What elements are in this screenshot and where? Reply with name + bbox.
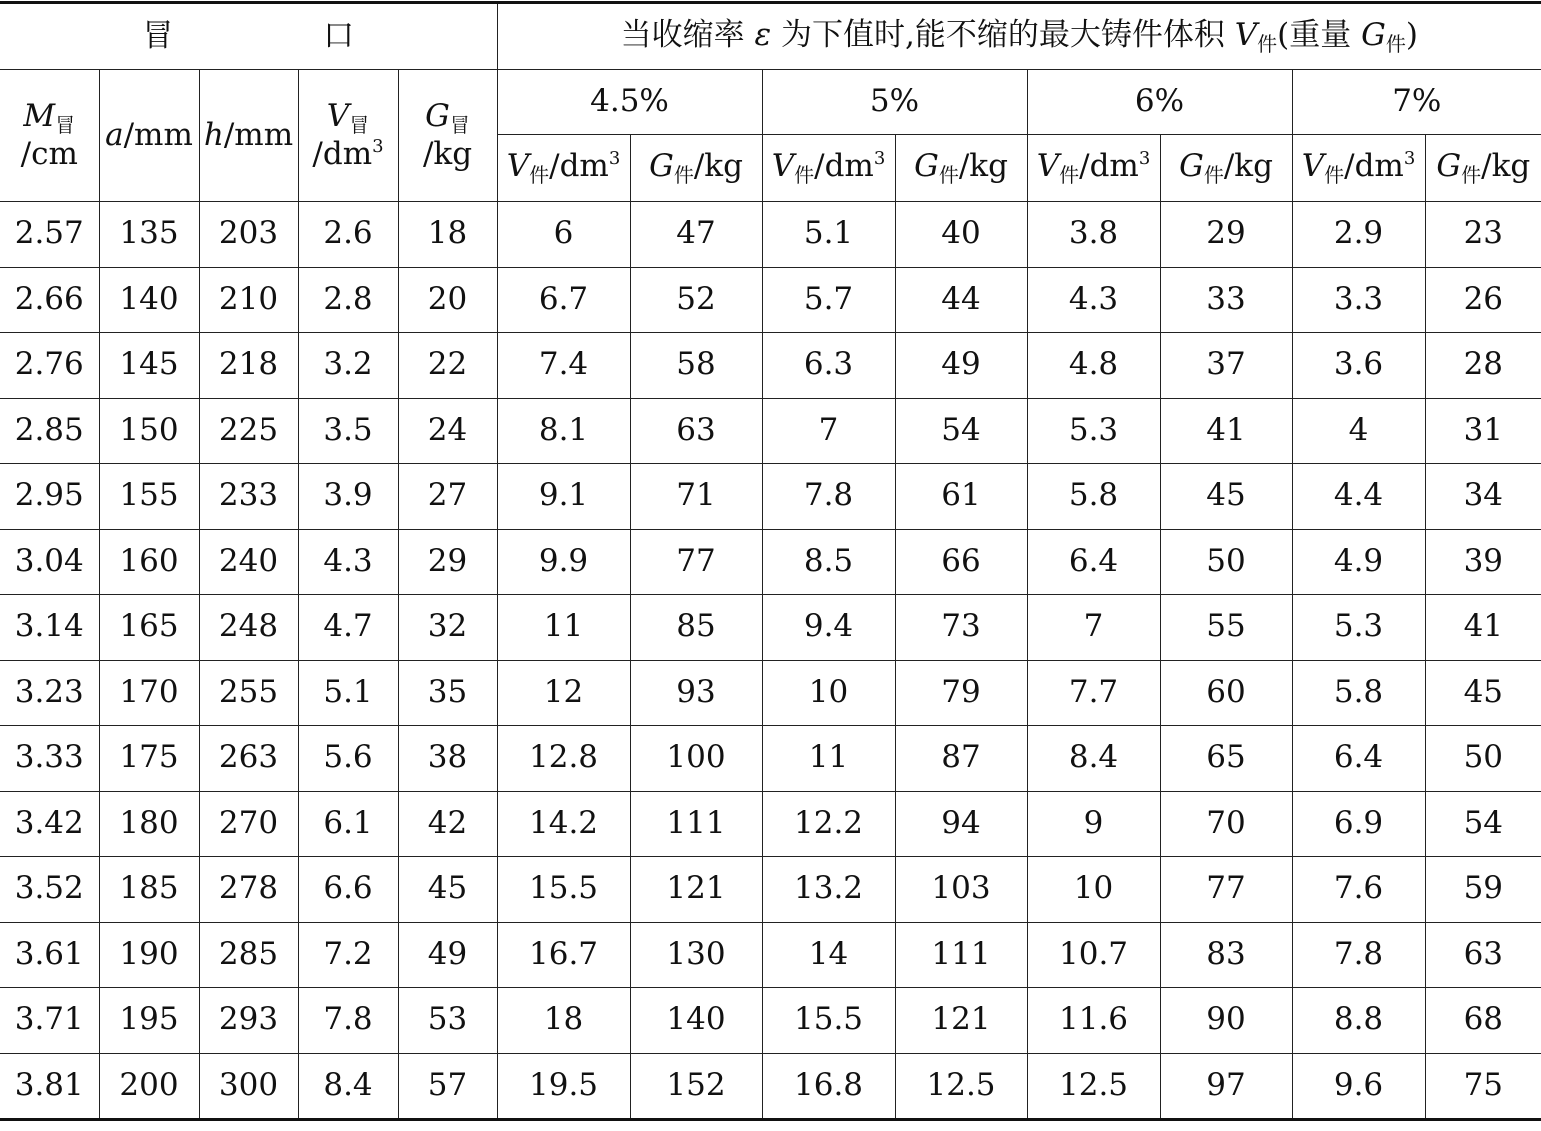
table-cell: 54 [895, 398, 1027, 464]
table-cell: 3.23 [0, 660, 99, 726]
table-cell: 218 [199, 333, 298, 399]
table-cell: 3.5 [298, 398, 398, 464]
table-cell: 180 [99, 791, 199, 857]
table-cell: 33 [1160, 267, 1292, 333]
table-row [0, 333, 1541, 399]
gc-symbol: G [1179, 148, 1204, 184]
gc-subscript: 件 [938, 163, 959, 187]
casting-subscript: 件 [1257, 31, 1278, 56]
table-cell: 6.4 [1027, 529, 1160, 595]
table-cell: 34 [1425, 464, 1541, 530]
table-row [0, 857, 1541, 923]
table-cell: 10 [762, 660, 895, 726]
gc-symbol: G [1436, 148, 1462, 184]
table-cell: 3.81 [0, 1053, 99, 1120]
table-cell: 14.2 [497, 791, 630, 857]
vc-unit: /dm [814, 148, 874, 184]
v-casting-header [1027, 135, 1160, 202]
table-cell: 20 [398, 267, 497, 333]
table-cell: 26 [1425, 267, 1541, 333]
gc-symbol: G [914, 148, 939, 184]
table-cell: 27 [398, 464, 497, 530]
table-cell: 293 [199, 988, 298, 1054]
table-cell: 9.1 [497, 464, 630, 530]
table-cell: 41 [1160, 398, 1292, 464]
table-cell: 3.3 [1292, 267, 1425, 333]
table-row [0, 791, 1541, 857]
rate-header-7: 7% [1292, 70, 1541, 135]
v-casting-header [497, 135, 630, 202]
table-cell: 263 [199, 726, 298, 792]
condition-middle: 为下值时,能不缩的最大铸件体积 [781, 16, 1225, 53]
table-row [0, 595, 1541, 661]
table-cell: 77 [630, 529, 762, 595]
table-cell: 7 [762, 398, 895, 464]
table-cell: 5.7 [762, 267, 895, 333]
table-cell: 3.6 [1292, 333, 1425, 399]
table-cell: 4.3 [298, 529, 398, 595]
table-cell: 19.5 [497, 1053, 630, 1120]
table-row [0, 267, 1541, 333]
table-cell: 2.85 [0, 398, 99, 464]
table-cell: 57 [398, 1053, 497, 1120]
table-cell: 31 [1425, 398, 1541, 464]
table-cell: 2.95 [0, 464, 99, 530]
table-cell: 3.2 [298, 333, 398, 399]
table-cell: 4.3 [1027, 267, 1160, 333]
rate-header-5: 5% [762, 70, 1027, 135]
vc-unit: /dm [1344, 148, 1404, 184]
g-casting-header [895, 135, 1027, 202]
table-cell: 8.4 [298, 1053, 398, 1120]
table-cell: 175 [99, 726, 199, 792]
condition-prefix: 当收缩率 [620, 16, 745, 53]
table-row [0, 922, 1541, 988]
table-cell: 2.6 [298, 202, 398, 268]
table-cell: 8.1 [497, 398, 630, 464]
table-cell: 7.4 [497, 333, 630, 399]
table-cell: 66 [895, 529, 1027, 595]
table-cell: 130 [630, 922, 762, 988]
table-cell: 8.4 [1027, 726, 1160, 792]
gc-unit: /kg [1481, 148, 1531, 184]
vc-cube: 3 [1403, 148, 1416, 169]
table-cell: 3.8 [1027, 202, 1160, 268]
table-cell: 6 [497, 202, 630, 268]
table-cell: 9.6 [1292, 1053, 1425, 1120]
table-cell: 12.5 [895, 1053, 1027, 1120]
h-header [199, 70, 298, 202]
a-symbol: a [105, 116, 124, 153]
vc-cube: 3 [608, 148, 621, 169]
table-cell: 12.2 [762, 791, 895, 857]
v-riser-unit: /dm [312, 135, 373, 172]
h-unit: /mm [223, 116, 294, 153]
table-cell: 75 [1425, 1053, 1541, 1120]
table-cell: 121 [895, 988, 1027, 1054]
g-casting-header [1160, 135, 1292, 202]
table-cell: 18 [398, 202, 497, 268]
table-cell: 3.9 [298, 464, 398, 530]
gc-subscript: 件 [1461, 163, 1482, 187]
table-cell: 3.42 [0, 791, 99, 857]
table-cell: 12.5 [1027, 1053, 1160, 1120]
g-riser-subscript: 冒 [449, 112, 470, 137]
table-cell: 29 [398, 529, 497, 595]
table-cell: 63 [1425, 922, 1541, 988]
table-cell: 5.3 [1292, 595, 1425, 661]
table-cell: 70 [1160, 791, 1292, 857]
g-casting-symbol: G [1361, 16, 1386, 53]
table-cell: 7.8 [298, 988, 398, 1054]
table-cell: 4.9 [1292, 529, 1425, 595]
table-cell: 4.8 [1027, 333, 1160, 399]
table-cell: 145 [99, 333, 199, 399]
riser-casting-table [0, 1, 1541, 1121]
table-cell: 53 [398, 988, 497, 1054]
table-cell: 45 [1425, 660, 1541, 726]
table-cell: 90 [1160, 988, 1292, 1054]
h-symbol: h [203, 116, 224, 153]
table-row [0, 660, 1541, 726]
table-cell: 248 [199, 595, 298, 661]
table-cell: 5.8 [1027, 464, 1160, 530]
v-riser-header [298, 70, 398, 202]
table-cell: 2.9 [1292, 202, 1425, 268]
table-cell: 285 [199, 922, 298, 988]
table-row [0, 464, 1541, 530]
table-cell: 7.6 [1292, 857, 1425, 923]
table-cell: 155 [99, 464, 199, 530]
table-cell: 3.71 [0, 988, 99, 1054]
table-row [0, 988, 1541, 1054]
g-riser-symbol: G [425, 97, 450, 134]
table-body [0, 202, 1541, 1120]
table-cell: 300 [199, 1053, 298, 1120]
table-cell: 45 [398, 857, 497, 923]
table-cell: 11.6 [1027, 988, 1160, 1054]
table-cell: 45 [1160, 464, 1292, 530]
vc-subscript: 件 [529, 163, 550, 187]
vc-cube: 3 [873, 148, 886, 169]
table-cell: 6.4 [1292, 726, 1425, 792]
table-cell: 28 [1425, 333, 1541, 399]
table-cell: 60 [1160, 660, 1292, 726]
table-cell: 41 [1425, 595, 1541, 661]
gc-unit: /kg [693, 148, 743, 184]
table-cell: 42 [398, 791, 497, 857]
table-cell: 49 [895, 333, 1027, 399]
table-cell: 4.7 [298, 595, 398, 661]
table-cell: 49 [398, 922, 497, 988]
table-cell: 270 [199, 791, 298, 857]
table-cell: 185 [99, 857, 199, 923]
table-cell: 111 [895, 922, 1027, 988]
table-cell: 71 [630, 464, 762, 530]
table-cell: 97 [1160, 1053, 1292, 1120]
modulus-header [0, 70, 99, 202]
table-cell: 85 [630, 595, 762, 661]
vc-unit: /dm [549, 148, 609, 184]
table-cell: 255 [199, 660, 298, 726]
table-cell: 11 [497, 595, 630, 661]
table-cell: 39 [1425, 529, 1541, 595]
table-cell: 152 [630, 1053, 762, 1120]
vc-symbol: V [1036, 148, 1060, 184]
table-cell: 6.6 [298, 857, 398, 923]
g-riser-header [398, 70, 497, 202]
g-riser-unit: /kg [422, 135, 473, 172]
table-cell: 3.33 [0, 726, 99, 792]
vc-subscript: 件 [794, 163, 815, 187]
table-cell: 150 [99, 398, 199, 464]
vc-unit: /dm [1079, 148, 1139, 184]
m-symbol: M [23, 97, 56, 134]
vc-subscript: 件 [1059, 163, 1080, 187]
m-unit: /cm [20, 135, 78, 172]
table-cell: 77 [1160, 857, 1292, 923]
table-cell: 7.8 [1292, 922, 1425, 988]
riser-group-header [0, 3, 497, 70]
table-cell: 59 [1425, 857, 1541, 923]
vc-symbol: V [1301, 148, 1325, 184]
table-cell: 93 [630, 660, 762, 726]
table-cell: 111 [630, 791, 762, 857]
table-cell: 37 [1160, 333, 1292, 399]
table-cell: 55 [1160, 595, 1292, 661]
table-row [0, 529, 1541, 595]
table-cell: 63 [630, 398, 762, 464]
table-row [0, 202, 1541, 268]
table-cell: 16.8 [762, 1053, 895, 1120]
table-cell: 58 [630, 333, 762, 399]
table-cell: 210 [199, 267, 298, 333]
table-cell: 10.7 [1027, 922, 1160, 988]
table-cell: 4 [1292, 398, 1425, 464]
table-cell: 61 [895, 464, 1027, 530]
table-cell: 24 [398, 398, 497, 464]
table-cell: 47 [630, 202, 762, 268]
cube-superscript: 3 [372, 135, 384, 157]
table-cell: 8.8 [1292, 988, 1425, 1054]
table-cell: 9 [1027, 791, 1160, 857]
table-cell: 32 [398, 595, 497, 661]
table-cell: 121 [630, 857, 762, 923]
table-cell: 12 [497, 660, 630, 726]
table-cell: 203 [199, 202, 298, 268]
header-row-2 [0, 70, 1541, 135]
table-cell: 233 [199, 464, 298, 530]
gc-symbol: G [649, 148, 674, 184]
v-riser-symbol: V [326, 97, 350, 134]
table-cell: 13.2 [762, 857, 895, 923]
table-cell: 3.04 [0, 529, 99, 595]
table-cell: 225 [199, 398, 298, 464]
table-cell: 5.8 [1292, 660, 1425, 726]
table-cell: 10 [1027, 857, 1160, 923]
table-cell: 160 [99, 529, 199, 595]
table-cell: 40 [895, 202, 1027, 268]
table-cell: 16.7 [497, 922, 630, 988]
rate-header-6: 6% [1027, 70, 1292, 135]
table-cell: 35 [398, 660, 497, 726]
epsilon-symbol: ε [754, 16, 772, 53]
table-cell: 3.14 [0, 595, 99, 661]
weight-close: ) [1405, 16, 1418, 53]
table-cell: 190 [99, 922, 199, 988]
gc-subscript: 件 [1203, 163, 1224, 187]
v-casting-header [1292, 135, 1425, 202]
rate-header-4-5: 4.5% [497, 70, 762, 135]
table-cell: 83 [1160, 922, 1292, 988]
table-cell: 12.8 [497, 726, 630, 792]
riser-group-label: 冒 口 [142, 17, 425, 54]
table-cell: 23 [1425, 202, 1541, 268]
table-cell: 15.5 [762, 988, 895, 1054]
table-cell: 135 [99, 202, 199, 268]
gc-unit: /kg [1223, 148, 1273, 184]
table-cell: 165 [99, 595, 199, 661]
a-unit: /mm [123, 116, 193, 153]
table-cell: 9.4 [762, 595, 895, 661]
table-cell: 7.2 [298, 922, 398, 988]
table-cell: 9.9 [497, 529, 630, 595]
table-cell: 50 [1160, 529, 1292, 595]
gc-unit: /kg [958, 148, 1008, 184]
table-cell: 2.57 [0, 202, 99, 268]
table-cell: 195 [99, 988, 199, 1054]
v-riser-subscript: 冒 [349, 112, 370, 137]
g-casting-header [1425, 135, 1541, 202]
table-cell: 52 [630, 267, 762, 333]
table-cell: 15.5 [497, 857, 630, 923]
table-cell: 7 [1027, 595, 1160, 661]
table-row [0, 1053, 1541, 1120]
table-cell: 22 [398, 333, 497, 399]
table-cell: 6.1 [298, 791, 398, 857]
table-cell: 3.61 [0, 922, 99, 988]
table-cell: 6.7 [497, 267, 630, 333]
gc-subscript: 件 [673, 163, 694, 187]
shrinkage-condition-header [497, 3, 1541, 70]
table-cell: 94 [895, 791, 1027, 857]
table-cell: 5.1 [298, 660, 398, 726]
v-casting-header [762, 135, 895, 202]
table-cell: 2.8 [298, 267, 398, 333]
table-cell: 65 [1160, 726, 1292, 792]
table-cell: 170 [99, 660, 199, 726]
table-cell: 18 [497, 988, 630, 1054]
vc-symbol: V [506, 148, 530, 184]
table-cell: 6.3 [762, 333, 895, 399]
vc-subscript: 件 [1324, 163, 1345, 187]
table-cell: 87 [895, 726, 1027, 792]
vc-cube: 3 [1138, 148, 1151, 169]
table-cell: 200 [99, 1053, 199, 1120]
weight-open: (重量 [1277, 16, 1352, 53]
riser-subscript: 冒 [55, 112, 76, 137]
table-cell: 54 [1425, 791, 1541, 857]
header-row-1 [0, 3, 1541, 70]
a-header [99, 70, 199, 202]
table-cell: 2.76 [0, 333, 99, 399]
table-cell: 140 [630, 988, 762, 1054]
table-cell: 79 [895, 660, 1027, 726]
table-cell: 7.8 [762, 464, 895, 530]
g-casting-header [630, 135, 762, 202]
table-cell: 100 [630, 726, 762, 792]
table-cell: 3.52 [0, 857, 99, 923]
table-cell: 44 [895, 267, 1027, 333]
table-cell: 50 [1425, 726, 1541, 792]
table-cell: 140 [99, 267, 199, 333]
table-cell: 5.1 [762, 202, 895, 268]
table-cell: 68 [1425, 988, 1541, 1054]
table-row [0, 398, 1541, 464]
table-cell: 2.66 [0, 267, 99, 333]
table-cell: 240 [199, 529, 298, 595]
table-cell: 14 [762, 922, 895, 988]
table-cell: 5.3 [1027, 398, 1160, 464]
table-cell: 38 [398, 726, 497, 792]
v-casting-symbol: V [1234, 16, 1258, 53]
table-row [0, 726, 1541, 792]
table-cell: 29 [1160, 202, 1292, 268]
table-cell: 5.6 [298, 726, 398, 792]
table-cell: 7.7 [1027, 660, 1160, 726]
vc-symbol: V [771, 148, 795, 184]
table-cell: 11 [762, 726, 895, 792]
table-cell: 4.4 [1292, 464, 1425, 530]
table-cell: 6.9 [1292, 791, 1425, 857]
table-cell: 8.5 [762, 529, 895, 595]
table-cell: 278 [199, 857, 298, 923]
casting-subscript-2: 件 [1385, 31, 1406, 56]
table-cell: 103 [895, 857, 1027, 923]
table-cell: 73 [895, 595, 1027, 661]
